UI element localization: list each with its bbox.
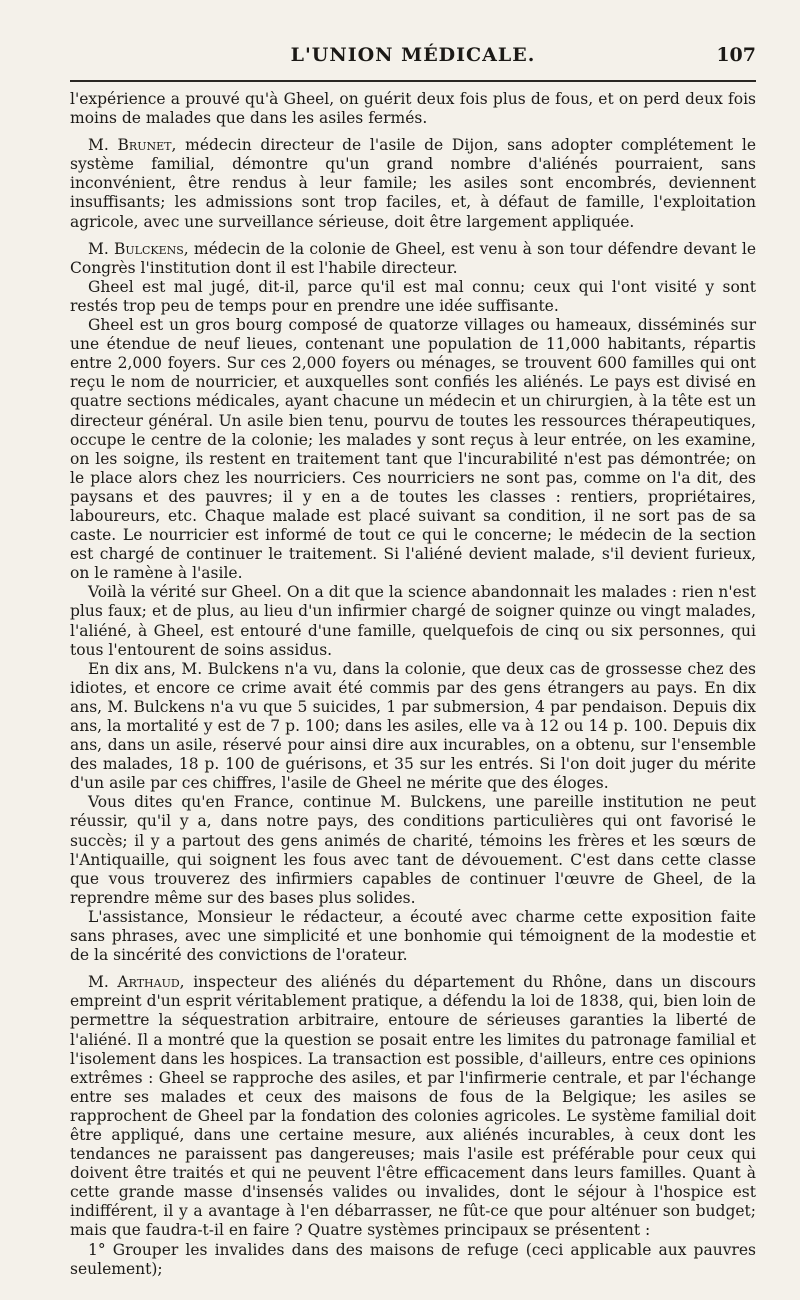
paragraph [70, 240, 756, 278]
page-number: 107 [716, 44, 756, 66]
paragraph [70, 660, 756, 794]
paragraph [70, 90, 756, 128]
paragraph-text: l'expérience a prouvé qu'à Gheel, on guérit deux fois plus de fous, et on perd deux fois moins de malades que dans les asiles fermés. [70, 90, 756, 128]
paragraph-text: En dix ans, M. Bulckens n'a vu, dans la colonie, que deux cas de grossesse chez des idiotes, et encore ce crime avait été commis par des gens étrangers au pays. En dix ans, M. Bulckens n'a vu que 5 suicides, 1 par submersion, 4 par pendaison. Depuis dix ans, la mortalité y est de 7 p. 100; dans les asiles, elle va à 12 ou 14 p. 100. Depuis dix ans, dans un asile, réservé pour ainsi dire aux incurables, on a obtenu, sur l'ensemble des malades, 18 p. 100 de guérisons, et 35 sur les entrés. Si l'on doit juger du mérite d'un asile par ces chiffres, l'asile de Gheel ne mérite que des éloges. [70, 659, 756, 793]
paragraph-text: Gheel est mal jugé, dit-il, parce qu'il est mal connu; ceux qui l'ont visité y sont restés trop peu de temps pour en prendre une idée suffisante. [70, 277, 756, 315]
paragraph [70, 1241, 756, 1279]
paragraph [70, 973, 756, 1240]
paragraph-text: Vous dites qu'en France, continue M. Bulckens, une pareille institution ne peut réussir, qu'il y a, dans notre pays, des conditions particulières qui ont favorisé le succès; il y a partout des gens animés de charité, témoins les frères et les sœurs de l'Antiquaille, qui soignent les fous avec tant de dévouement. C'est dans cette classe que vous trouverez des infirmiers capables de continuer l'œuvre de Gheel, de la reprendre même sur des bases plus solides. [70, 793, 756, 907]
paragraph [70, 583, 756, 659]
paragraph-text: , inspecteur des aliénés du département du Rhône, dans un discours empreint d'un esprit véritablement pratique, a défendu la loi de 1838, qui, bien loin de permettre la séquestration arbitraire, entoure de sérieuses garanties la liberté de l'aliéné. Il a montré que la question se posait entre les limites du patronage familial et l'isolement dans les hospices. La transaction est possible, d'ailleurs, entre ces opinions extrêmes : Gheel se rapproche des asiles, et par l'infirmerie centrale, et par l'échange entre ses malades et ceux des maisons de fous de la Belgique; les asiles se rapprochent de Gheel par la fondation des colonies agricoles. Le système familial doit être appliqué, dans une certaine mesure, aux aliénés incurables, à ceux dont les tendances ne paraissent pas dangereuses; mais l'asile est préférable pour ceux qui doivent être traités et qui ne peuvent l'être efficacement dans leurs familles. Quant à cette grande masse d'insensés valides ou invalides, dont le séjour à l'hospice est indifférent, il y a avantage à l'en débarrasser, ne fût-ce que pour alténuer son budget; mais que faudra-t-il en faire ? Quatre systèmes principaux se présentent : [70, 973, 756, 1240]
page-header [70, 44, 756, 74]
header-rule [70, 80, 756, 82]
article-body [70, 90, 756, 1279]
speaker-name: M. Brunet [88, 136, 172, 155]
paragraph [70, 793, 756, 908]
paragraph-text: , médecin directeur de l'asile de Dijon, sans adopter complétement le système familial, démontre qu'un grand nombre d'aliénés pourraient, sans inconvénient, être rendus à leur famile; les asiles sont encombrés, deviennent insuffisants; les admissions sont trop faciles, et, à défaut de famille, l'exploitation agricole, avec une surveillance sérieuse, doit être largement appliquée. [70, 136, 756, 231]
paragraph [70, 316, 756, 583]
paragraph [70, 278, 756, 316]
paragraph [70, 136, 756, 231]
paragraph-text: , médecin de la colonie de Gheel, est venu à son tour défendre devant le Congrès l'institution dont il est l'habile directeur. [70, 239, 756, 277]
speaker-name: M. Bulckens [88, 239, 184, 258]
journal-title: L'UNION MÉDICALE. [290, 44, 536, 66]
paragraph-text: Gheel est un gros bourg composé de quatorze villages ou hameaux, disséminés sur une étendue de neuf lieues, contenant une population de 11,000 habitants, répartis entre 2,000 foyers. Sur ces 2,000 foyers ou ménages, se trouvent 600 familles qui ont reçu le nom de nourricier, et auxquelles sont confiés les aliénés. Le pays est divisé en quatre sections médicales, ayant chacune un médecin et un chirurgien, à la tête est un directeur général. Un asile bien tenu, pourvu de toutes les ressources thérapeutiques, occupe le centre de la colonie; les malades y sont reçus à leur entrée, on les examine, on les soigne, ils restent en traitement tant que l'incurabilité n'est pas démontrée; on le place alors chez les nourriciers. Ces nourriciers ne sont pas, comme on l'a dit, des paysans et des pauvres; il y en a de toutes les classes : rentiers, propriétaires, laboureurs, etc. Chaque malade est placé suivant sa condition, il ne sort pas de sa caste. Le nourricier est informé de tout ce qui le concerne; le médecin de la section est chargé de continuer le traitement. Si l'aliéné devient malade, s'il devient furieux, on le ramène à l'asile. [70, 316, 756, 583]
speaker-name: M. Arthaud [88, 973, 180, 992]
paragraph-text: Voilà la vérité sur Gheel. On a dit que la science abandonnait les malades : rien n'est plus faux; et de plus, au lieu d'un infirmier chargé de soigner quinze ou vingt malades, l'aliéné, à Gheel, est entouré d'une famille, quelquefois de cinq ou six personnes, qui tous l'entourent de soins assidus. [70, 583, 756, 659]
paragraph [70, 908, 756, 965]
paragraph-text: L'assistance, Monsieur le rédacteur, a écouté avec charme cette exposition faite sans phrases, avec une simplicité et une bonhomie qui témoignent de la modestie et de la sincérité des convictions de l'orateur. [70, 907, 756, 965]
paragraph-text: 1° Grouper les invalides dans des maisons de refuge (ceci applicable aux pauvres seulement); [70, 1240, 756, 1278]
